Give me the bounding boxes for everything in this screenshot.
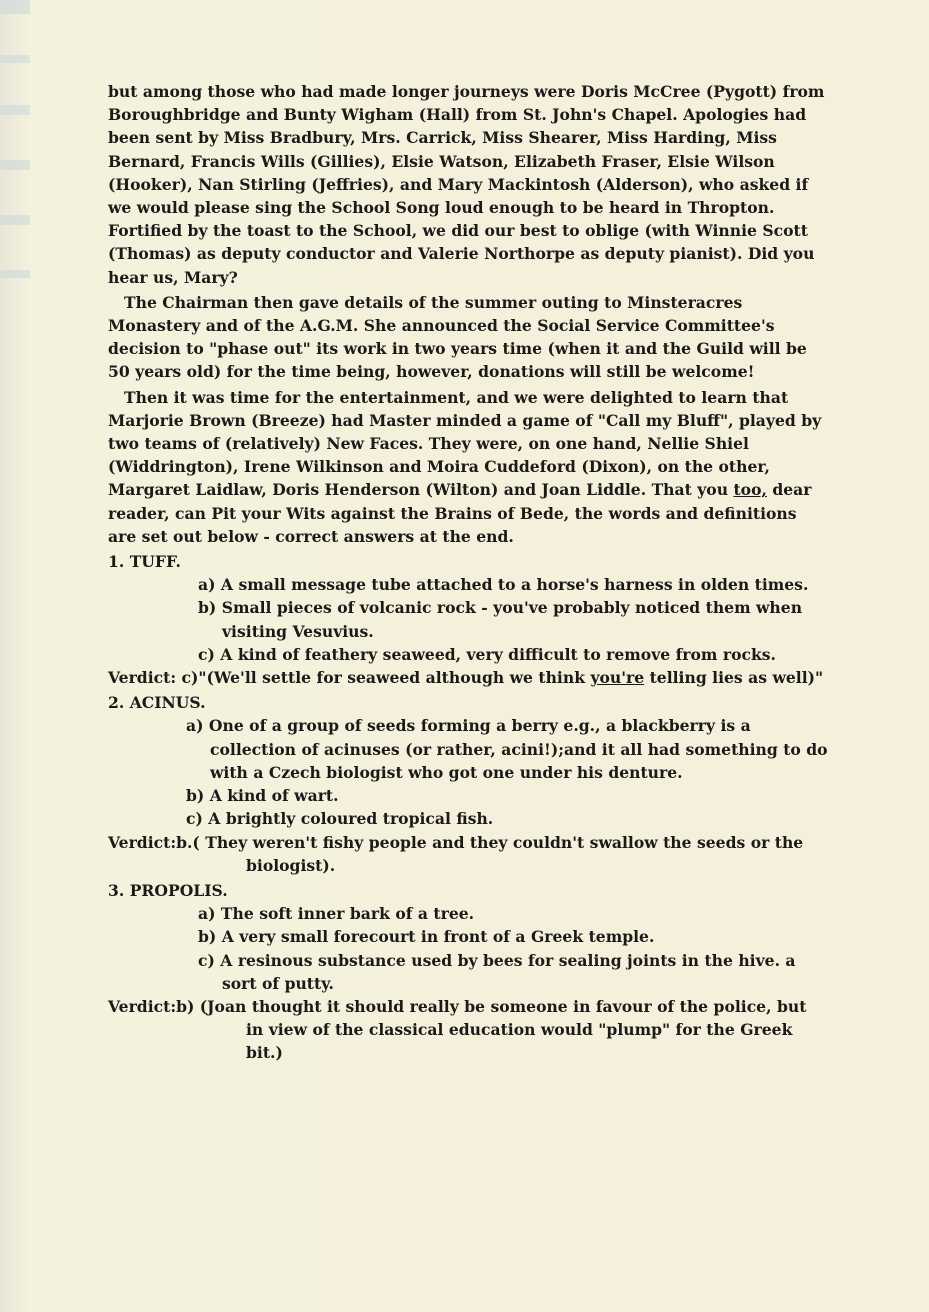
paragraph-attendance: but among those who had made longer journeys were Doris McCree (Pygott) from Boroughbridge and Bunty Wigham (Hall) from St. John's Chapel. Apologies had been sent by Miss Bradbury, Mrs. Carrick, Miss Shearer, Miss Harding, Miss Bernard, Francis Wills (Gillies), Elsie Watson, Elizabeth Fraser, Elsie Wilson (Hooker), Nan Stirling (Jeffries), and Mary Mackintosh (Alderson), who asked if we would please sing the School Song loud enough to be heard in Thropton. Fortified by the toast to the School, we did our best to oblige (with Winnie Scott (Thomas) as deputy conductor and Valerie Northorpe as deputy pianist). Did you hear us, Mary?: [108, 82, 825, 287]
paragraph-chairman: The Chairman then gave details of the summer outing to Minsteracres Monastery and of the A.G.M. She announced the Social Service Committee's decision to "phase out" its work in two years time (when it and the Guild will be 50 years old) for the time being, however, donations will still be welcome!: [108, 292, 807, 382]
scan-edge-mark: [0, 105, 30, 115]
question-acinus: [108, 691, 828, 877]
option-b: b) Small pieces of volcanic rock - you've probably noticed them when visiting Vesuvius.: [198, 598, 803, 641]
underlined-word: too,: [733, 480, 767, 500]
option-a: a) The soft inner bark of a tree.: [198, 904, 475, 924]
option-a: a) One of a group of seeds forming a berry e.g., a blackberry is a collection of acinuses (or rather, acini!);and it all had something to do with a Czech biologist who got one under his denture.: [186, 716, 828, 782]
scan-edge-mark: [0, 270, 30, 278]
option-a: a) A small message tube attached to a horse's harness in olden times.: [198, 575, 809, 595]
scan-edge-mark: [0, 160, 30, 170]
paragraph-entertainment-part1: Then it was time for the entertainment, and we were delighted to learn that Marjorie Brown (Breeze) had Master minded a game of "Call my Bluff", played by two teams of (relatively) New Faces. They were, on one hand, Nellie Shiel (Widdrington), Irene Wilkinson and Moira Cuddeford (Dixon), on the other, Margaret Laidlaw, Doris Henderson (Wilton) and Joan Liddle. That you: [108, 387, 822, 500]
paragraph-entertainment-part2: dear reader, can Pit your Wits against the Brains of Bede, the words and definitions are set out below - correct answers at the end.: [108, 480, 812, 546]
paragraph-entertainment: [108, 386, 828, 548]
option-c: c) A resinous substance used by bees for sealing joints in the hive. a sort of putty.: [198, 950, 796, 993]
question-title: 3. PROPOLIS.: [108, 880, 228, 900]
option-c: c) A kind of feathery seaweed, very difficult to remove from rocks.: [198, 644, 776, 664]
scan-edge-mark: [0, 215, 30, 225]
option-b: b) A kind of wart.: [186, 786, 339, 806]
question-tuff: [108, 550, 828, 689]
document-body: [108, 80, 828, 1065]
verdict-part2: telling lies as well)": [644, 668, 824, 688]
verdict: Verdict:b) (Joan thought it should really be someone in favour of the police, but in view of the classical education would "plump" for the Greek bit.): [108, 996, 807, 1063]
question-title: 2. ACINUS.: [108, 693, 206, 713]
option-c: c) A brightly coloured tropical fish.: [186, 809, 494, 829]
verdict-part1: Verdict: c)"(We'll settle for seaweed although we think: [108, 668, 591, 688]
underlined-word: you're: [590, 668, 645, 688]
scan-edge-mark: [0, 55, 30, 63]
question-title: 1. TUFF.: [108, 552, 181, 572]
scan-edge-mark: [0, 0, 30, 14]
verdict: Verdict:b.( They weren't fishy people and they couldn't swallow the seeds or the biologist).: [108, 832, 804, 875]
question-propolis: [108, 879, 828, 1065]
option-b: b) A very small forecourt in front of a Greek temple.: [198, 927, 655, 947]
verdict: [108, 666, 828, 689]
